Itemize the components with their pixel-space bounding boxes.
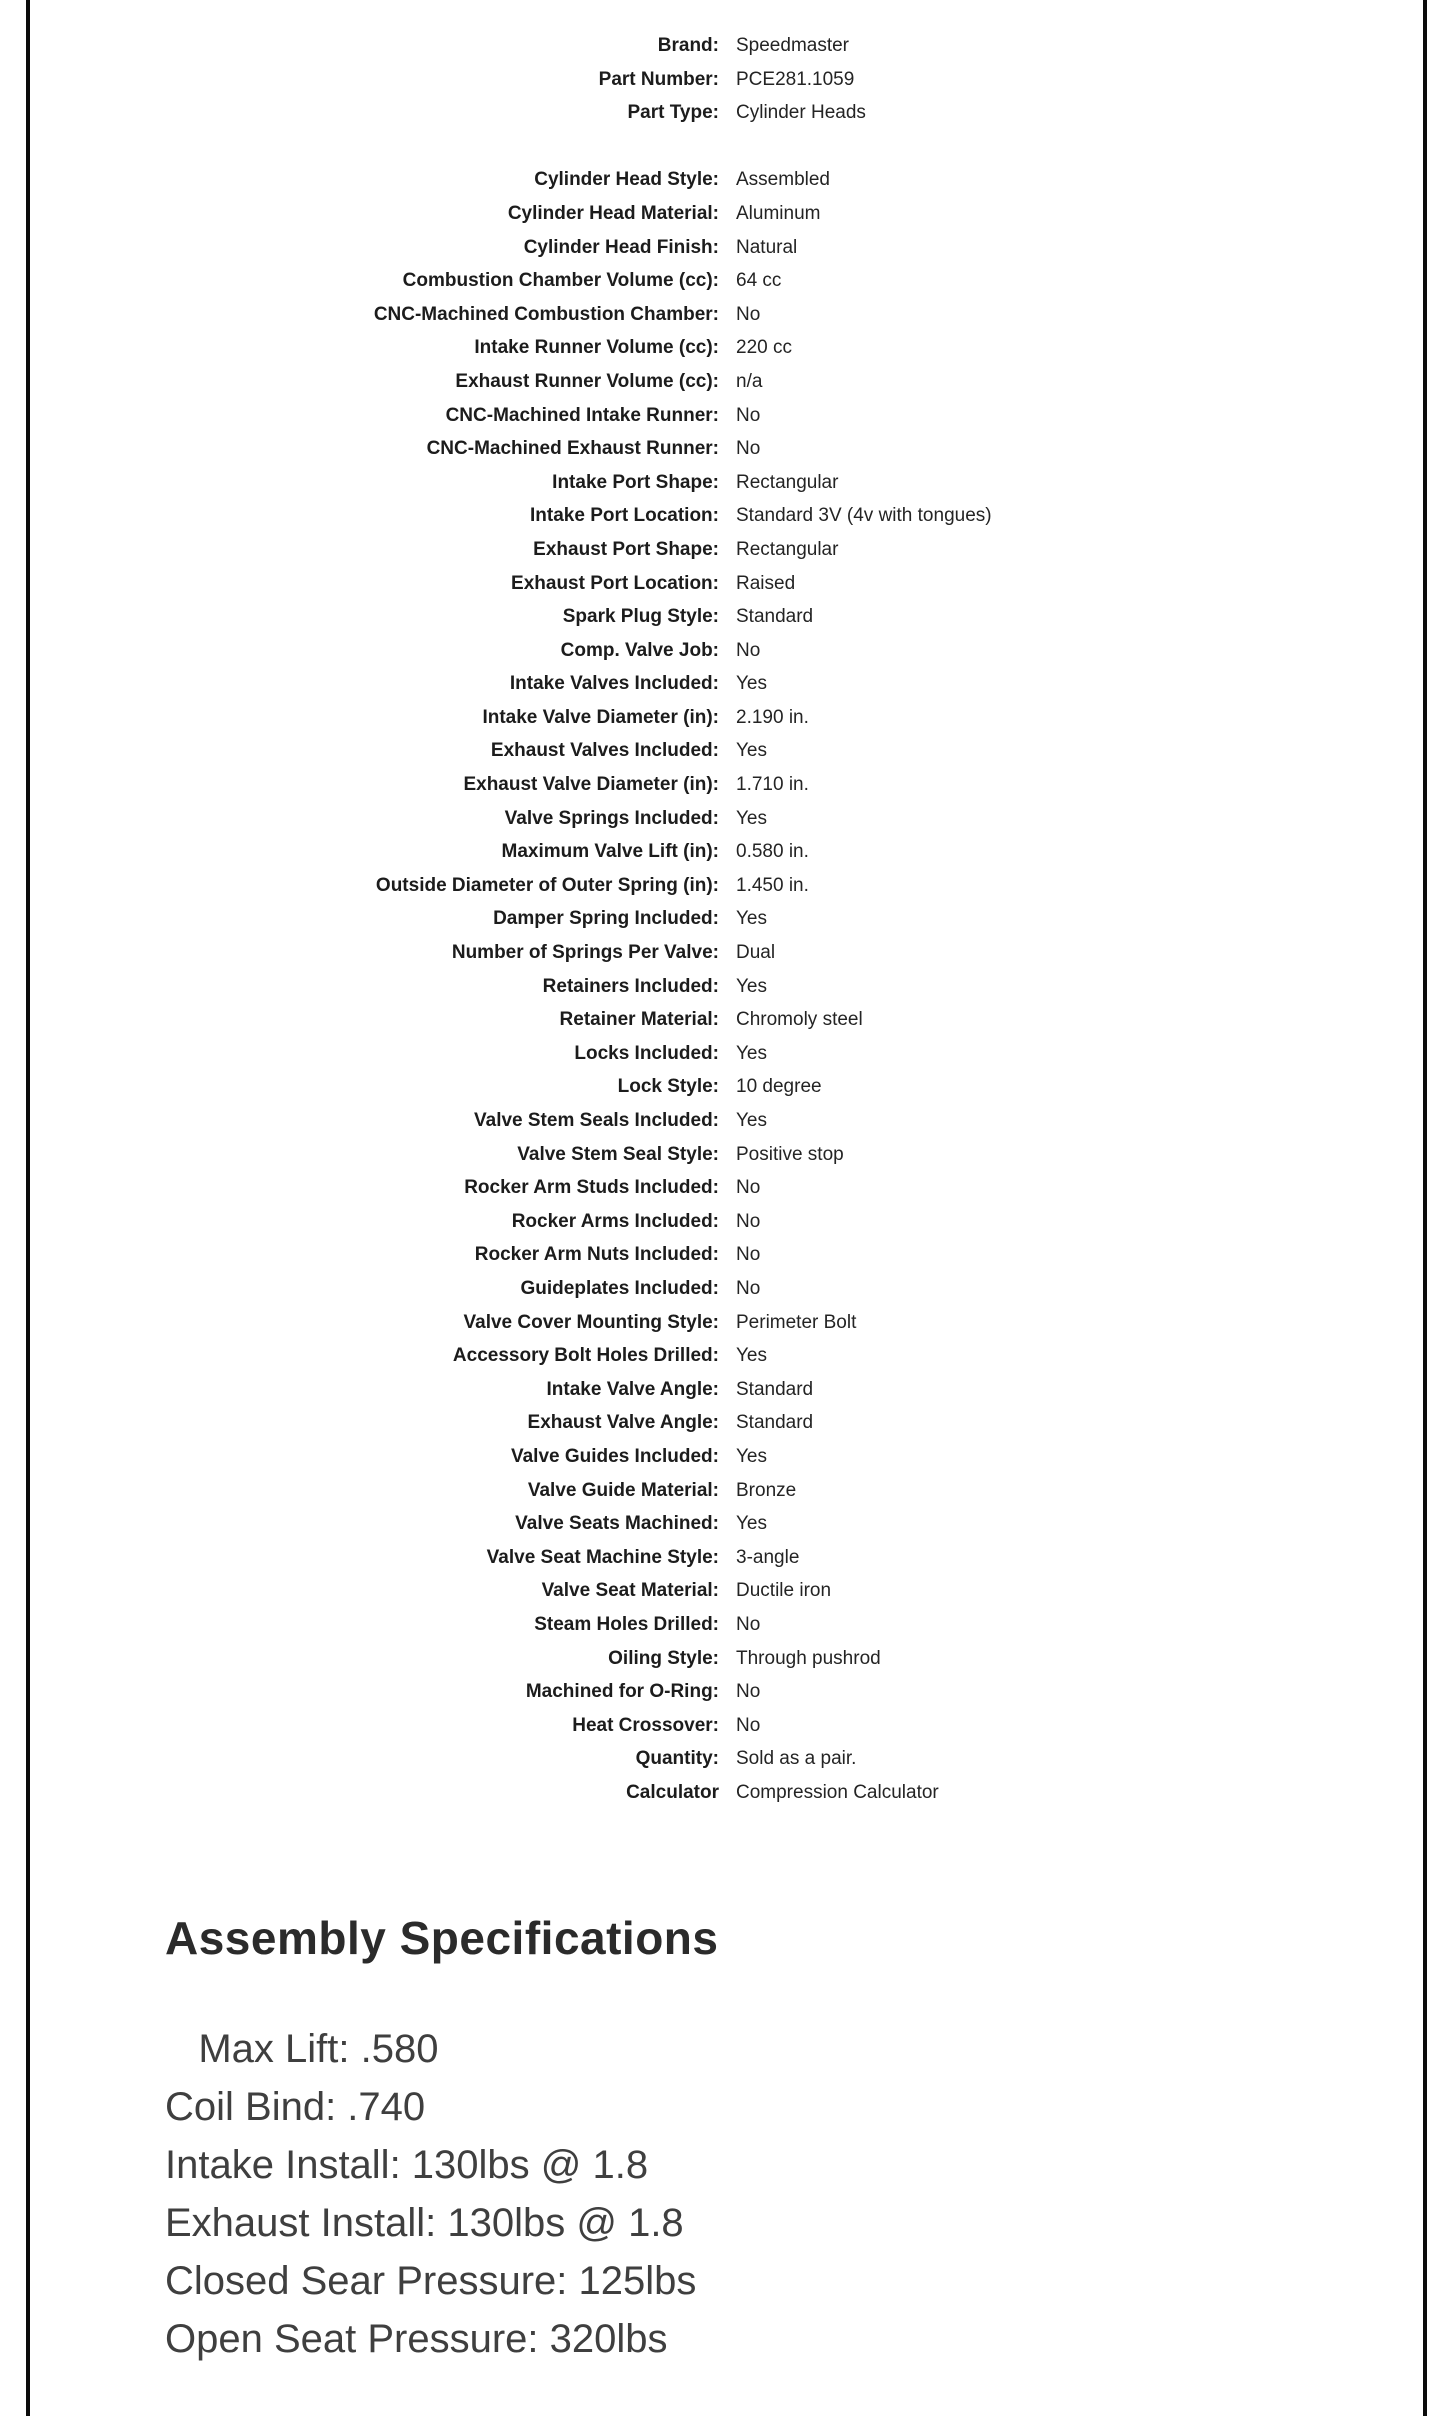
- spec-value: Rectangular: [736, 538, 839, 560]
- spec-label: Number of Springs Per Valve:: [451, 942, 719, 964]
- spec-label: Exhaust Valves Included:: [490, 740, 719, 762]
- spec-label: Accessory Bolt Holes Drilled:: [452, 1345, 719, 1367]
- spec-label: CNC-Machined Exhaust Runner:: [426, 438, 719, 460]
- spec-label: Intake Port Shape:: [552, 471, 719, 493]
- spec-label: Part Number:: [598, 68, 719, 90]
- spec-value: Yes: [736, 975, 767, 997]
- spec-label: Exhaust Port Shape:: [533, 538, 719, 560]
- spec-label: Valve Cover Mounting Style:: [463, 1311, 719, 1333]
- spec-label: Exhaust Runner Volume (cc):: [455, 370, 719, 392]
- spec-value: Chromoly steel: [736, 1009, 863, 1031]
- spec-value: Yes: [736, 1345, 767, 1367]
- spec-value: No: [736, 404, 761, 426]
- spec-label: Cylinder Head Material:: [507, 202, 719, 224]
- spec-value: 64 cc: [736, 270, 782, 292]
- spec-value: Standard: [736, 606, 814, 628]
- spec-label: Cylinder Head Finish:: [523, 236, 719, 258]
- spec-value: Cylinder Heads: [736, 102, 866, 124]
- spec-label: Guideplates Included:: [520, 1277, 719, 1299]
- assembly-line: Coil Bind: .740: [165, 2085, 426, 2130]
- spec-label: Valve Stem Seals Included:: [474, 1110, 719, 1131]
- spec-label: Maximum Valve Lift (in):: [501, 841, 719, 863]
- spec-label: Heat Crossover:: [572, 1714, 719, 1736]
- spec-value: Yes: [736, 1110, 767, 1131]
- spec-value: No: [736, 1613, 761, 1635]
- spec-value: No: [736, 1244, 761, 1266]
- spec-value: No: [736, 1177, 761, 1199]
- spec-value: Perimeter Bolt: [736, 1311, 857, 1333]
- spec-label: Quantity:: [635, 1748, 719, 1770]
- spec-value: Ductile iron: [736, 1580, 832, 1602]
- spec-label: Rocker Arm Studs Included:: [464, 1177, 719, 1199]
- assembly-line: Open Seat Pressure: 320lbs: [165, 2317, 668, 2362]
- spec-value: Yes: [736, 673, 767, 695]
- spec-label: Combustion Chamber Volume (cc):: [402, 270, 719, 292]
- spec-label: Oiling Style:: [608, 1647, 719, 1669]
- primary-spec-table: [30, 0, 1419, 130]
- spec-value: Dual: [736, 942, 776, 964]
- spec-value: 10 degree: [736, 1076, 822, 1098]
- spec-label: Outside Diameter of Outer Spring (in):: [375, 874, 719, 896]
- assembly-specifications-heading: Assembly Specifications: [165, 1912, 719, 1965]
- spec-label: Lock Style:: [617, 1076, 719, 1098]
- spec-value: No: [736, 1210, 761, 1232]
- spec-label: Comp. Valve Job:: [560, 639, 719, 661]
- spec-value: Standard 3V (4v with tongues): [736, 505, 992, 527]
- spec-value: Positive stop: [736, 1143, 844, 1165]
- assembly-line: Exhaust Install: 130lbs @ 1.8: [165, 2201, 684, 2246]
- spec-value: No: [736, 1277, 761, 1299]
- right-border-line: [1423, 0, 1427, 2416]
- spec-label: Brand:: [657, 35, 719, 56]
- spec-label: Valve Seat Material:: [541, 1580, 719, 1602]
- assembly-line: Intake Install: 130lbs @ 1.8: [165, 2143, 649, 2188]
- spec-label: Valve Springs Included:: [504, 807, 719, 829]
- spec-label: Intake Port Location:: [530, 505, 719, 527]
- spec-label: Intake Runner Volume (cc):: [474, 337, 719, 359]
- spec-label: Damper Spring Included:: [493, 908, 719, 930]
- spec-label: Rocker Arms Included:: [511, 1210, 719, 1232]
- spec-value: 1.710 in.: [736, 774, 809, 796]
- spec-label: Intake Valve Angle:: [546, 1378, 719, 1400]
- spec-value: Aluminum: [736, 202, 821, 224]
- compression-calculator-link[interactable]: Compression Calculator: [736, 1781, 939, 1803]
- spec-label: CNC-Machined Combustion Chamber:: [373, 303, 719, 325]
- spec-label: Exhaust Valve Diameter (in):: [463, 774, 719, 796]
- spec-label: Valve Guide Material:: [527, 1479, 719, 1501]
- spec-value: PCE281.1059: [736, 68, 855, 90]
- spec-label: Spark Plug Style:: [562, 606, 719, 628]
- spec-value: Standard: [736, 1378, 814, 1400]
- spec-label: Steam Holes Drilled:: [534, 1613, 719, 1635]
- spec-label: Locks Included:: [574, 1042, 719, 1064]
- spec-value: Through pushrod: [736, 1647, 881, 1669]
- spec-label: Rocker Arm Nuts Included:: [474, 1244, 719, 1266]
- spec-label: Retainer Material:: [559, 1009, 719, 1031]
- spec-value: Yes: [736, 740, 767, 762]
- spec-value: Rectangular: [736, 471, 839, 493]
- spec-value: Bronze: [736, 1479, 797, 1501]
- spec-value: Yes: [736, 1445, 767, 1467]
- spec-value: Assembled: [736, 169, 830, 191]
- spec-label: Valve Guides Included:: [510, 1445, 719, 1467]
- assembly-specs-text: [165, 2020, 1419, 2368]
- spec-value: No: [736, 438, 761, 460]
- spec-label: Valve Stem Seal Style:: [517, 1143, 719, 1165]
- spec-label: Cylinder Head Style:: [534, 169, 719, 191]
- detail-spec-table: [30, 163, 1419, 1809]
- spec-label: Exhaust Port Location:: [511, 572, 719, 594]
- spec-label: Intake Valves Included:: [509, 673, 719, 695]
- spec-label: Part Type:: [627, 102, 719, 124]
- assembly-line: Closed Sear Pressure: 125lbs: [165, 2259, 697, 2304]
- assembly-line: Max Lift: .580: [165, 2027, 439, 2072]
- spec-value: 3-angle: [736, 1546, 800, 1568]
- spec-value: n/a: [736, 370, 763, 392]
- spec-value: 1.450 in.: [736, 874, 809, 896]
- spec-label: Machined for O-Ring:: [525, 1681, 719, 1703]
- spec-value: No: [736, 1714, 761, 1736]
- spec-value: 0.580 in.: [736, 841, 809, 863]
- spec-label: Calculator: [626, 1781, 719, 1803]
- spec-value: Speedmaster: [736, 35, 850, 56]
- spec-value: Standard: [736, 1412, 814, 1434]
- spec-label: Retainers Included:: [542, 975, 719, 997]
- spec-value: Natural: [736, 236, 798, 258]
- spec-value: 2.190 in.: [736, 706, 809, 728]
- spec-value: 220 cc: [736, 337, 792, 359]
- spec-label: Exhaust Valve Angle:: [527, 1412, 719, 1434]
- spec-label: Intake Valve Diameter (in):: [482, 706, 719, 728]
- spec-value: Yes: [736, 807, 767, 829]
- spec-value: Sold as a pair.: [736, 1748, 857, 1770]
- specs-content: [30, 0, 1419, 2368]
- spec-value: No: [736, 303, 761, 325]
- spec-value: No: [736, 639, 761, 661]
- spec-value: No: [736, 1681, 761, 1703]
- spec-label: CNC-Machined Intake Runner:: [445, 404, 719, 426]
- spec-value: Yes: [736, 908, 767, 930]
- spec-label: Valve Seats Machined:: [515, 1513, 719, 1535]
- spec-value: Yes: [736, 1042, 767, 1064]
- spec-value: Yes: [736, 1513, 767, 1535]
- spec-value: Raised: [736, 572, 796, 594]
- spec-label: Valve Seat Machine Style:: [486, 1546, 719, 1568]
